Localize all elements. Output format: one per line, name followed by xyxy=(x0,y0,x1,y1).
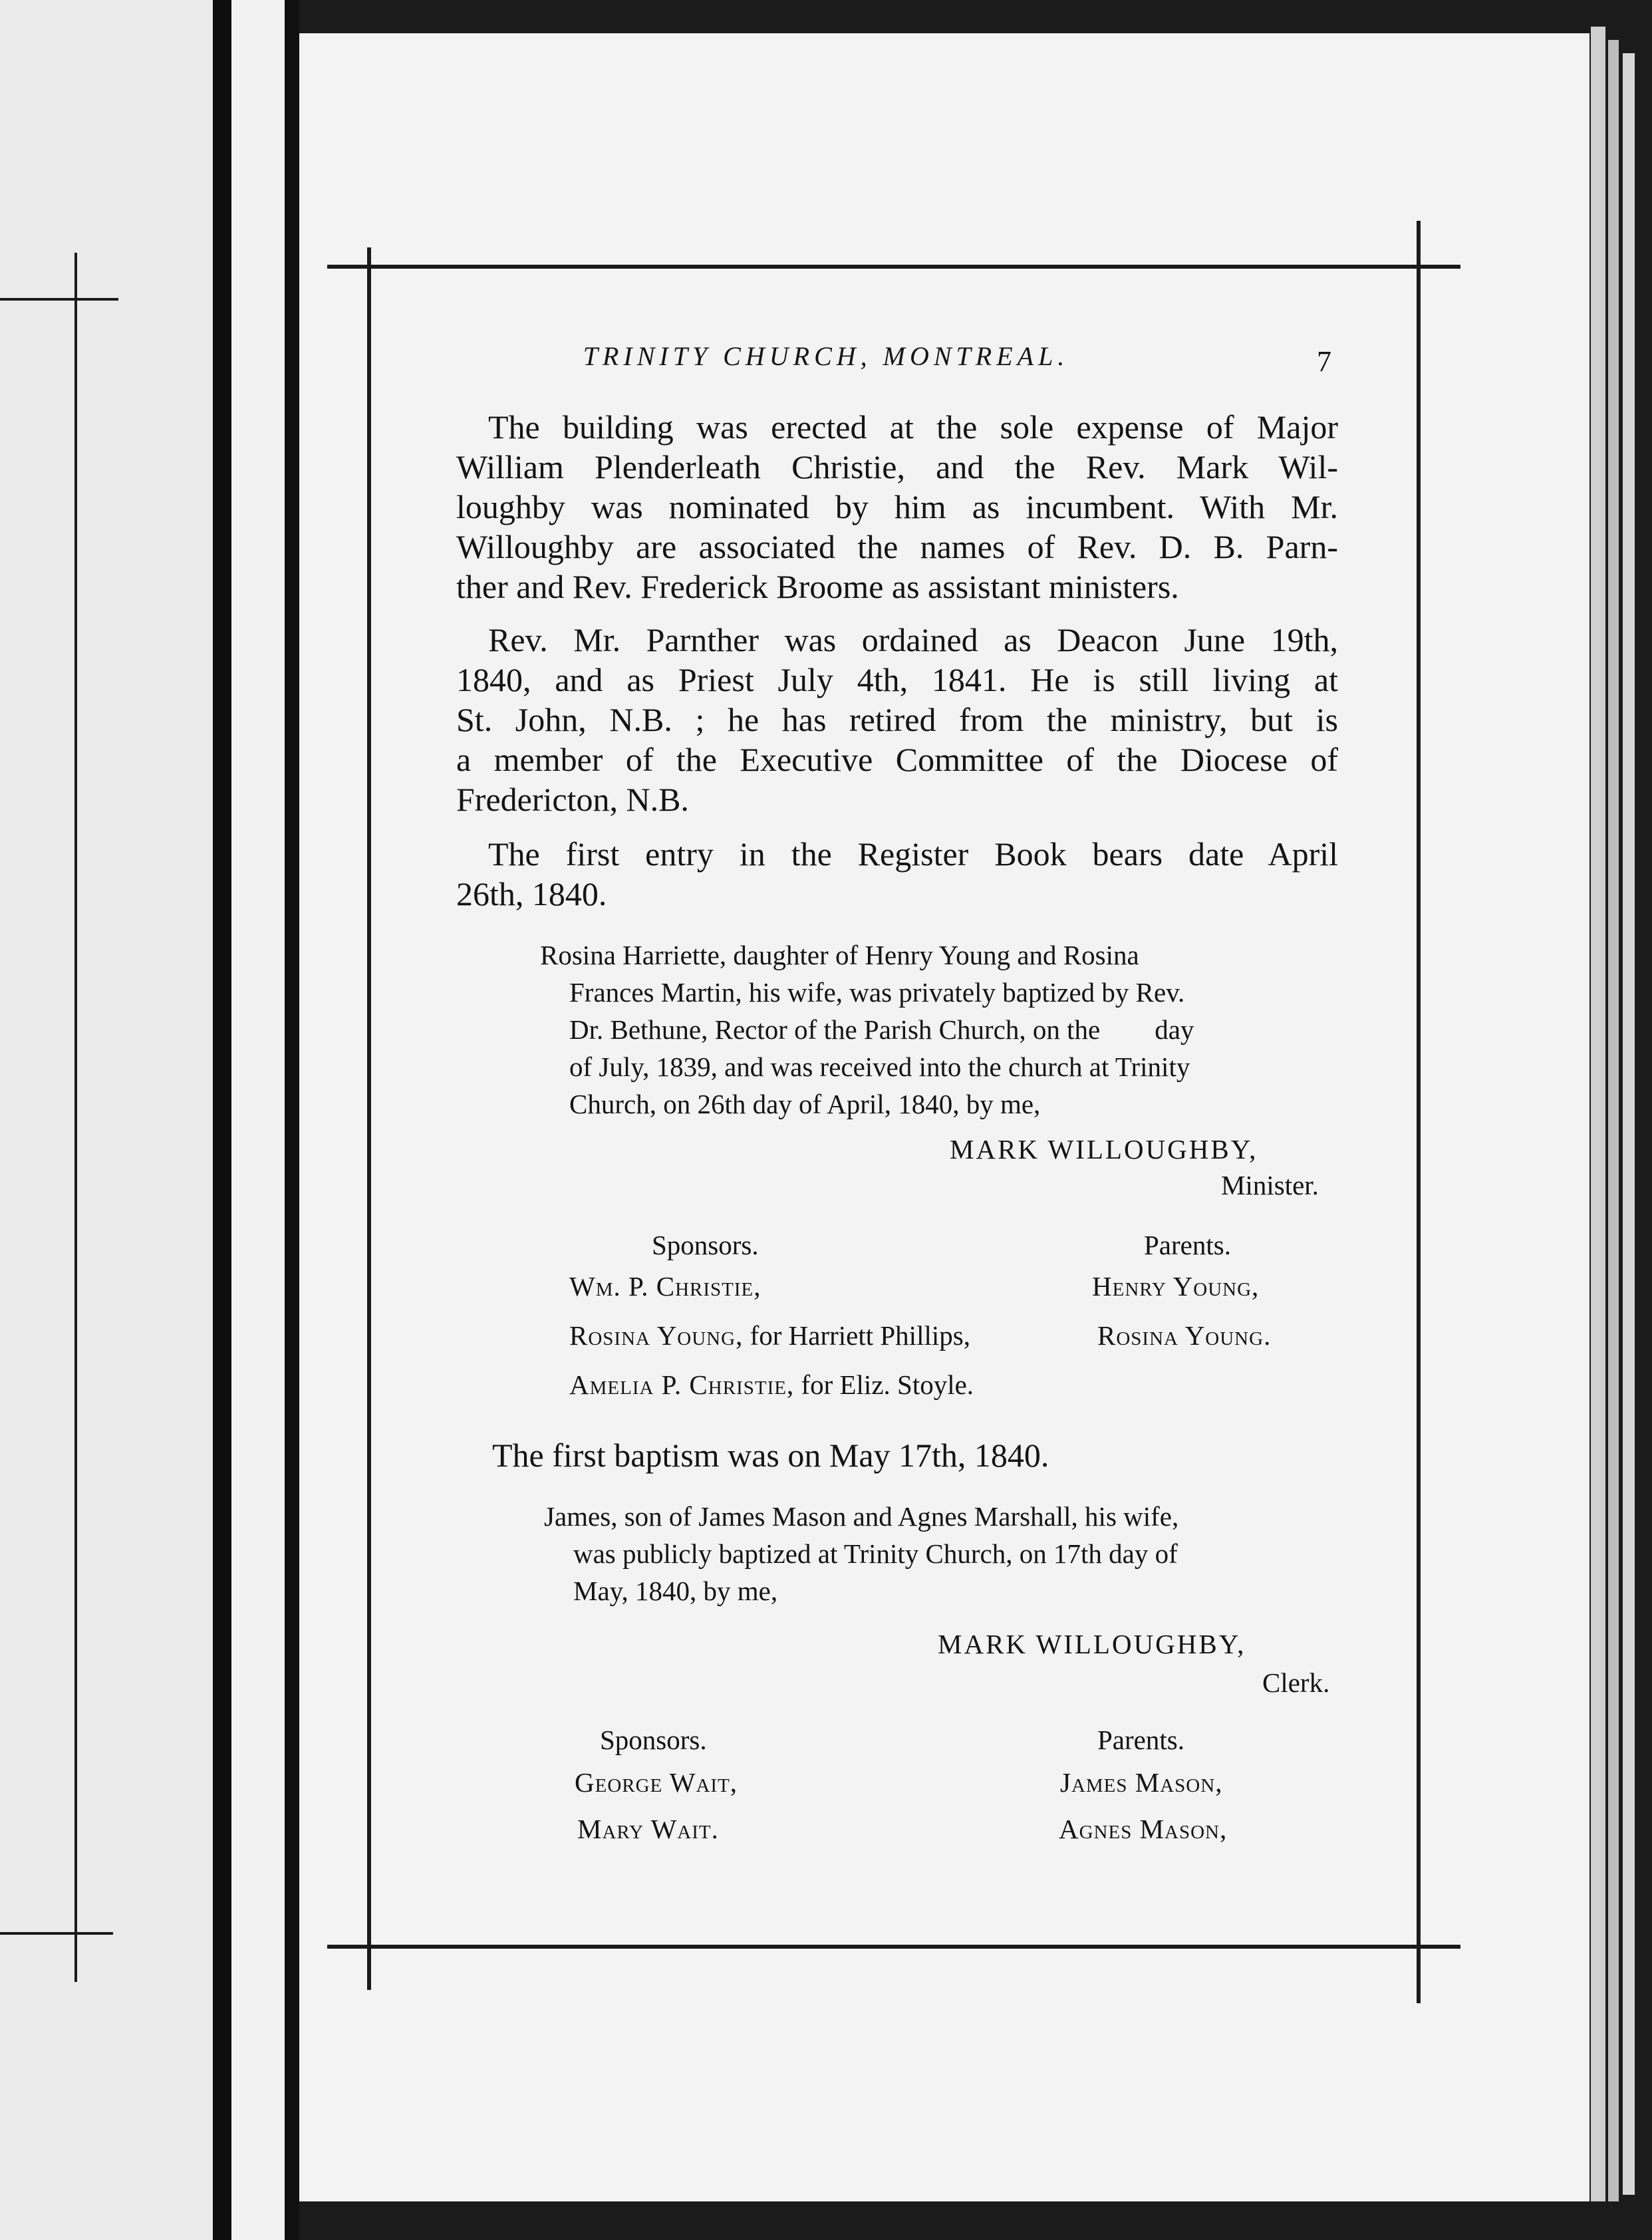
page-number: 7 xyxy=(1317,345,1331,378)
entry-line: Dr. Bethune, Rector of the Parish Church, on the day xyxy=(569,1014,1194,1045)
intro-line: Willoughby are associated the names of Rev. D. B. Parn- xyxy=(456,528,1338,565)
parents-label: Parents. xyxy=(1144,1230,1231,1260)
sponsor-name: Wm. P. Christie, xyxy=(569,1271,761,1302)
entry-line: was publicly baptized at Trinity Church, on 17th day of xyxy=(573,1538,1178,1569)
parents-label: Parents. xyxy=(1097,1725,1184,1755)
binding-strip xyxy=(231,0,285,2240)
signature-title: Minister. xyxy=(1221,1170,1319,1200)
parnther-line: Fredericton, N.B. xyxy=(456,781,689,818)
frame-left-rule xyxy=(367,247,371,1990)
intro-line: The building was erected at the sole expense of Major xyxy=(488,408,1338,446)
sponsor-note: for Eliz. Stoyle. xyxy=(794,1369,974,1400)
gutter-shadow xyxy=(213,0,231,2240)
frame-top-rule xyxy=(327,265,1460,269)
sponsor-name: Rosina Young, xyxy=(569,1320,744,1351)
left-page-border-bottom xyxy=(0,1932,113,1935)
parent-name: Henry Young, xyxy=(1092,1271,1260,1302)
entry-line: Church, on 26th day of April, 1840, by me, xyxy=(569,1089,1041,1119)
parent-name: James Mason, xyxy=(1060,1767,1223,1798)
intro-line: William Plenderleath Christie, and the Rev. Mark Wil- xyxy=(456,448,1338,486)
sponsor-note: for Harriett Phillips, xyxy=(743,1320,970,1351)
baptism-line: The first baptism was on May 17th, 1840. xyxy=(492,1437,1049,1474)
page-edge xyxy=(1623,53,1635,2195)
sponsor-name: Mary Wait. xyxy=(577,1814,719,1844)
entry-line: Frances Martin, his wife, was privately baptized by Rev. xyxy=(569,977,1185,1008)
intro-line: loughby was nominated by him as incumbent. With Mr. xyxy=(456,488,1338,525)
running-title: TRINITY CHURCH, MONTREAL. xyxy=(583,341,1069,371)
parnther-line: Rev. Mr. Parnther was ordained as Deacon June 19th, xyxy=(488,621,1338,658)
parnther-line: St. John, N.B. ; he has retired from the ministry, but is xyxy=(456,701,1338,738)
sponsors-label: Sponsors. xyxy=(652,1230,759,1260)
sponsor-name: Amelia P. Christie, xyxy=(569,1369,795,1400)
signature-title: Clerk. xyxy=(1262,1667,1330,1698)
parent-name: Agnes Mason, xyxy=(1059,1814,1228,1844)
entry-line: of July, 1839, and was received into the church at Trinity xyxy=(569,1051,1190,1082)
sponsors-label: Sponsors. xyxy=(600,1725,707,1755)
register-line: 26th, 1840. xyxy=(456,875,607,912)
previous-page xyxy=(0,0,213,2240)
binding-shadow xyxy=(285,0,299,2240)
parent-name: Rosina Young. xyxy=(1097,1320,1272,1351)
frame-right-rule xyxy=(1417,221,1421,2003)
register-line: The first entry in the Register Book bears date April xyxy=(488,835,1338,873)
entry-line: Rosina Harriette, daughter of Henry Young and Rosina xyxy=(540,940,1139,970)
sponsor-entry xyxy=(569,1366,974,1403)
intro-line: ther and Rev. Frederick Broome as assistant ministers. xyxy=(456,568,1179,605)
entry-line: James, son of James Mason and Agnes Marshall, his wife, xyxy=(544,1501,1179,1532)
signature-name: MARK WILLOUGHBY, xyxy=(938,1629,1246,1659)
parnther-line: a member of the Executive Committee of the Diocese of xyxy=(456,741,1338,778)
left-page-border-top xyxy=(0,298,118,301)
entry-line: May, 1840, by me, xyxy=(573,1576,778,1606)
frame-bottom-rule xyxy=(327,1945,1460,1949)
sponsor-entry xyxy=(569,1268,761,1305)
sponsor-name: George Wait, xyxy=(575,1767,738,1798)
signature-name: MARK WILLOUGHBY, xyxy=(950,1134,1258,1165)
sponsor-entry xyxy=(569,1317,970,1354)
parnther-line: 1840, and as Priest July 4th, 1841. He is still living at xyxy=(456,661,1338,698)
left-page-border-side xyxy=(74,253,77,1982)
